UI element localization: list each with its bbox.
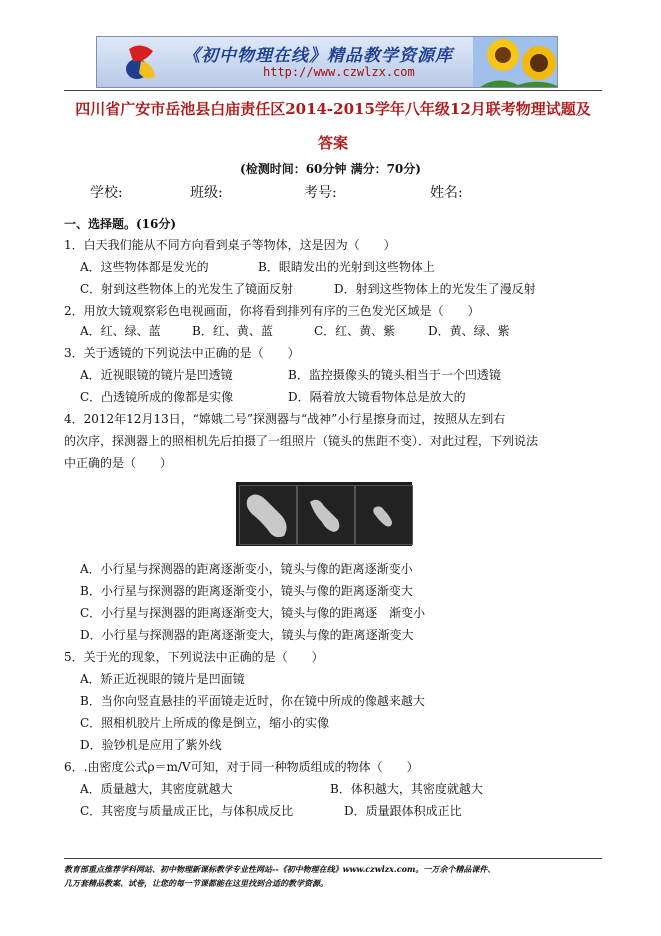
q2-option-a: A．红、绿、蓝 — [80, 324, 161, 338]
q3-option-d: D．隔着放大镜看物体总是放大的 — [288, 390, 466, 404]
q6-stem: 6．.由密度公式ρ＝m/V可知，对于同一种物质组成的物体（ ） — [64, 760, 419, 774]
q4-option-d: D．小行星与探测器的距离逐渐变大，镜头与像的距离逐渐变大 — [80, 628, 414, 642]
exam-no-label: 考号: — [304, 185, 337, 201]
q6-option-c: C．其密度与质量成正比，与体积成反比 — [80, 804, 294, 818]
q2-stem: 2．用放大镜观察彩色电视画面，你将看到排列有序的三色发光区域是（ ） — [64, 304, 480, 318]
q5-stem: 5．关于光的现象，下列说法中正确的是（ ） — [64, 650, 324, 664]
site-logo-icon — [123, 41, 159, 83]
q3-option-b: B．监控摄像头的镜头相当于一个凹透镜 — [288, 368, 501, 382]
q2-option-d: D．黄、绿、紫 — [428, 324, 510, 338]
q1-option-b: B．眼睛发出的光射到这些物体上 — [258, 260, 435, 274]
q6-option-b: B．体积越大，其密度就越大 — [330, 782, 483, 796]
q5-option-a: A．矫正近视眼的镜片是凹面镜 — [80, 672, 245, 686]
q4-stem-end: 中正确的是（ ） — [64, 456, 173, 470]
q4-stem: 4．2012年12月13日，“嫦娥二号”探测器与“战神”小行星擦身而过，按照从左到右 — [64, 412, 506, 426]
q2-option-b: B．红、黄、蓝 — [192, 324, 273, 338]
q3-stem: 3．关于透镜的下列说法中正确的是（ ） — [64, 346, 300, 360]
section-heading: 一、选择题。(16分) — [64, 217, 177, 231]
q1-stem: 1．白天我们能从不同方向看到桌子等物体，这是因为（ ） — [64, 238, 396, 252]
q3-option-c: C．凸透镜所成的像都是实像 — [80, 390, 234, 404]
q1-option-d: D．射到这些物体上的光发生了漫反射 — [334, 282, 536, 296]
q1-option-a: A．这些物体都是发光的 — [80, 260, 209, 274]
asteroid-photo-2 — [297, 485, 355, 545]
asteroid-photo-3 — [355, 485, 413, 545]
q2-option-c: C．红、黄、紫 — [314, 324, 396, 338]
asteroid-medium-icon — [298, 486, 354, 544]
page-title: 四川省广安市岳池县白庙责任区2014-2015学年八年级12月联考物理试题及 — [75, 100, 591, 118]
name-label: 姓名: — [430, 185, 463, 201]
banner-url: http://www.czwlzx.com — [263, 65, 415, 79]
q1-option-c: C．射到这些物体上的光发生了镜面反射 — [80, 282, 294, 296]
banner-title: 《初中物理在线》精品教学资源库 — [183, 46, 453, 66]
q4-option-c: C．小行星与探测器的距离逐渐变大，镜头与像的距离逐 渐变小 — [80, 606, 426, 620]
q5-option-c: C．照相机胶片上所成的像是倒立，缩小的实像 — [80, 716, 330, 730]
header-banner — [96, 36, 558, 88]
q6-option-d: D．质量跟体积成正比 — [344, 804, 462, 818]
q4-option-b: B．小行星与探测器的距离逐渐变小，镜头与像的距离逐渐变大 — [80, 584, 413, 598]
q4-option-a: A．小行星与探测器的距离逐渐变小，镜头与像的距离逐渐变小 — [80, 562, 413, 576]
footer-rule — [64, 858, 602, 859]
page-title-cont: 答案 — [317, 134, 348, 152]
q5-option-b: B．当你向竖直悬挂的平面镜走近时，你在镜中所成的像越来越大 — [80, 694, 425, 708]
sunflower-icon — [473, 36, 558, 88]
asteroid-large-icon — [240, 486, 296, 544]
exam-info: (检测时间：60分钟 满分：70分) — [240, 162, 421, 176]
header-rule — [64, 90, 602, 91]
footer-text: 教育部重点推荐学科网站、初中物理新课标教学专业性网站--《初中物理在线》www.czwlzx.com。一万余个精品课件、 — [64, 864, 496, 874]
footer-text-cont: 几万套精品教案、试卷，让您的每一节课都能在这里找到合适的教学资源。 — [64, 878, 328, 888]
q3-option-a: A．近视眼镜的镜片是凹透镜 — [80, 368, 233, 382]
asteroid-photo-strip — [236, 482, 412, 546]
school-label: 学校: — [90, 185, 123, 201]
q6-option-a: A．质量越大，其密度就越大 — [80, 782, 233, 796]
class-label: 班级: — [190, 185, 223, 201]
asteroid-small-icon — [356, 486, 412, 544]
q5-option-d: D．验钞机是应用了紫外线 — [80, 738, 222, 752]
asteroid-photo-1 — [239, 485, 297, 545]
q4-stem-cont: 的次序，探测器上的照相机先后拍摄了一组照片（镜头的焦距不变）．对此过程，下列说法 — [64, 434, 539, 448]
